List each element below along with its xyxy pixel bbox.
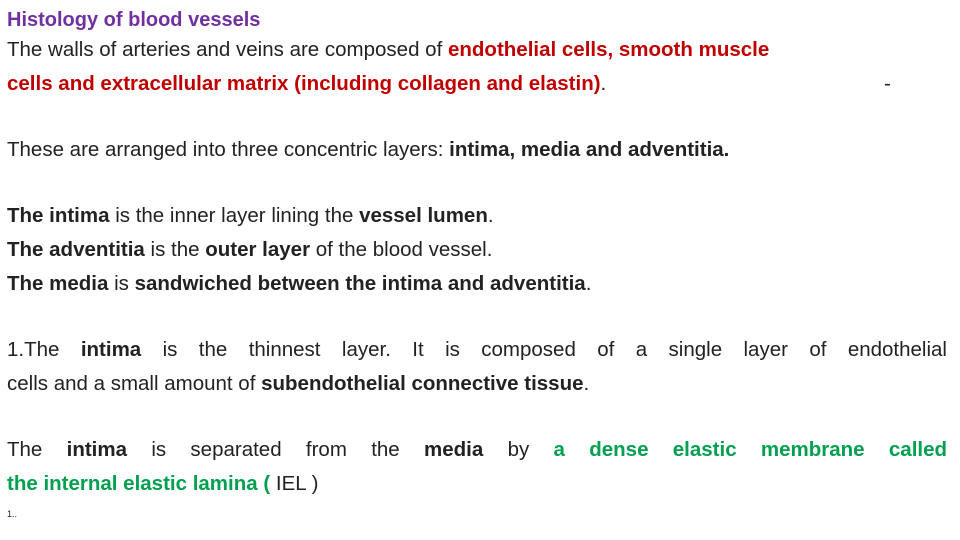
iel-text: is separated from the: [127, 438, 425, 461]
spacer: [7, 301, 947, 333]
iel-text: The: [7, 438, 67, 461]
iel-line-1: [7, 433, 947, 467]
definition-text: is the: [144, 238, 206, 261]
definition-intima: [7, 199, 947, 233]
composition-line-2: [7, 67, 947, 101]
footnote: 1..: [7, 509, 18, 519]
term-intima: intima: [80, 338, 142, 361]
definition-text: of the blood vessel.: [310, 238, 493, 261]
layers-names: intima, media and adventitia.: [449, 138, 730, 161]
term-intima: The intima: [7, 204, 110, 227]
paragraph-composition: [7, 33, 947, 101]
term-adventitia: The adventitia: [7, 238, 145, 261]
definition-text: is the inner layer lining the: [109, 204, 360, 227]
term-vessel-lumen: vessel lumen: [359, 204, 488, 227]
term-intima: intima: [66, 438, 128, 461]
definition-media: [7, 267, 947, 301]
composition-line-1: [7, 33, 947, 67]
definition-adventitia: [7, 233, 947, 267]
iel-abbrev: IEL ): [270, 472, 319, 495]
highlight-membrane: a dense elastic membrane called: [553, 438, 948, 461]
iel-line-2: [7, 467, 947, 501]
paragraph-iel: [7, 433, 947, 501]
detail-text: cells and a small amount of: [7, 372, 262, 395]
detail-text: is the thinnest layer. It is composed of a single layer of endothelial: [141, 338, 947, 361]
spacer: [7, 401, 947, 433]
term-outer-layer: outer layer: [205, 238, 311, 261]
composition-text: The walls of arteries and veins are composed of: [7, 38, 448, 61]
term-media: The media: [7, 272, 109, 295]
layers-text: These are arranged into three concentric layers:: [7, 138, 450, 161]
slide-content: [7, 6, 947, 501]
spacer: [7, 101, 947, 133]
highlight-matrix: cells and extracellular matrix (including collagen and elastin): [7, 72, 601, 95]
intima-detail-line-2: [7, 367, 947, 401]
highlight-cells: endothelial cells, smooth muscle: [447, 38, 770, 61]
slide-title: Histology of blood vessels: [7, 9, 261, 31]
detail-text: .: [583, 372, 590, 395]
composition-period: .: [600, 72, 607, 95]
term-subendothelial: subendothelial connective tissue: [261, 372, 584, 395]
spacer: [7, 167, 947, 199]
term-sandwiched: sandwiched between the intima and adventitia: [134, 272, 586, 295]
term-media: media: [424, 438, 484, 461]
highlight-iel: the internal elastic lamina (: [7, 472, 271, 495]
iel-text: by: [483, 438, 554, 461]
definition-text: is: [108, 272, 135, 295]
paragraph-definitions: [7, 199, 947, 301]
dash-mark: -: [884, 72, 891, 95]
definition-text: .: [487, 204, 494, 227]
intima-detail-line-1: [7, 333, 947, 367]
detail-text: 1.The: [7, 338, 81, 361]
paragraph-layers: [7, 133, 947, 167]
definition-text: .: [585, 272, 592, 295]
paragraph-intima-detail: [7, 333, 947, 401]
